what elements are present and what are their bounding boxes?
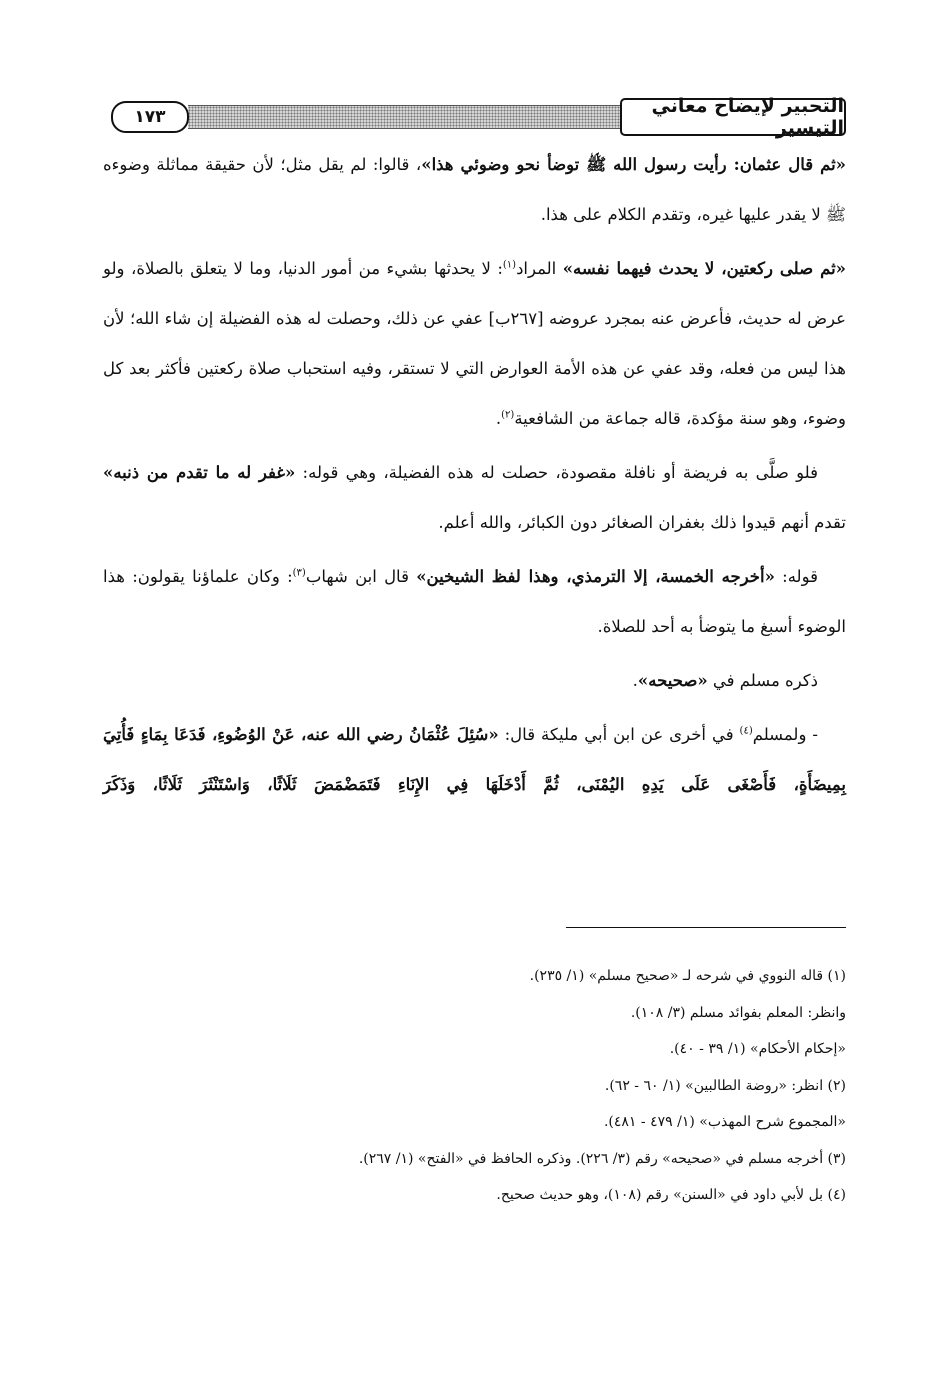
paragraph-3 xyxy=(103,448,846,548)
footnote-ref-4: (٤) xyxy=(739,725,753,737)
quote: «ثم صلى ركعتين، لا يحدث فيهما نفسه» xyxy=(562,259,846,278)
footnote-ref-2: (٢) xyxy=(501,409,515,421)
footnote: (٢) انظر: «روضة الطالبين» (١/ ٦٠ - ٦٢). xyxy=(604,1077,846,1094)
footnote: (٣) أخرجه مسلم في «صحيحه» رقم (٣/ ٢٢٦). وذكره الحافظ في «الفتح» (١/ ٢٦٧). xyxy=(358,1150,846,1167)
text: ، قالوا: لم يقل مثل؛ لأن حقيقة مماثلة وضوءه ﷺ لا يقدر عليها غيره، وتقدم الكلام على هذا. xyxy=(103,155,846,224)
book-title: التحبير لإيضاح معاني التيسير xyxy=(620,98,846,136)
paragraph-2 xyxy=(103,244,846,444)
footnote: «المجموع شرح المهذب» (١/ ٤٧٩ - ٤٨١). xyxy=(603,1114,846,1130)
quote: «أخرجه الخمسة، إلا الترمذي، وهذا لفظ الشيخين» xyxy=(416,567,775,586)
page-header xyxy=(103,95,846,139)
footnotes xyxy=(103,958,846,1214)
text: في أخرى عن ابن أبي مليكة قال: xyxy=(498,725,740,744)
header-decorative-bar xyxy=(188,105,621,129)
hadith-quote: «سُئِلَ عُثْمَانُ رضي الله عنه، عَنْ الوُضُوءِ، فَدَعَا بِمَاءٍ فَأُتِيَ بِمِيضَأَةٍ، فَأَصْغَى عَلَى يَدِهِ اليُمْنَى، ثُمَّ أَدْخَلَهَا فِي الإِنَاءِ فَتَمَضْمَضَ ثَلَاثًا، وَاسْتَنْثَرَ ثَلَاثًا، وَذَكَرَ xyxy=(103,725,846,794)
text: ذكره مسلم في xyxy=(707,671,818,690)
footnote-ref-3: (٣) xyxy=(292,567,306,579)
footnote: وانظر: المعلم بفوائد مسلم (٣/ ١٠٨). xyxy=(630,1004,846,1021)
text: : وكان علماؤنا يقولون: هذا الوضوء أسبغ ما يتوضأ به أحد للصلاة. xyxy=(103,567,846,636)
text: . xyxy=(495,409,502,428)
text: قال ابن شهاب xyxy=(305,567,417,586)
paragraph-6 xyxy=(103,710,846,810)
quote: «ثم قال عثمان: رأيت رسول الله ﷺ توضأ نحو وضوئي هذا» xyxy=(421,155,846,174)
text: فلو صلَّى به فريضة أو نافلة مقصودة، حصلت له هذه الفضيلة، وهي قوله: xyxy=(295,463,818,482)
paragraph-5 xyxy=(103,656,846,706)
text: : لا يحدثها بشيء من أمور الدنيا، وما لا يتعلق بالصلاة، ولو عرض له حديث، فأعرض عنه بمجرد عروضه [٢٦٧ب] عفي عن ذلك، وحصلت له هذه الفضيلة إن شاء الله؛ لأن هذا ليس من فعله، وقد عفي عن هذه الأمة العوارض التي لا تستقر، وفيه استحباب صلاة ركعتين فأكثر بعد كل وضوء، وهو سنة مؤكدة، قاله جماعة من الشافعية xyxy=(103,259,846,428)
quote: «صحيحه» xyxy=(637,671,708,690)
paragraph-4 xyxy=(103,552,846,652)
quote: «غفر له ما تقدم من ذنبه» xyxy=(103,463,296,482)
text: تقدم أنهم قيدوا ذلك بغفران الصغائر دون الكبائر، والله أعلم. xyxy=(438,513,846,532)
paragraph-1 xyxy=(103,140,846,240)
text: . xyxy=(632,671,638,690)
text: المراد xyxy=(516,259,563,278)
footnote: (١) قاله النووي في شرحه لـ «صحيح مسلم» (١/ ٢٣٥). xyxy=(529,968,846,984)
main-text xyxy=(103,140,846,814)
footnote: (٤) بل لأبي داود في «السنن» رقم (١٠٨)، وهو حديث صحيح. xyxy=(496,1187,846,1203)
text: قوله: xyxy=(774,567,818,586)
footnote-ref-1: (١) xyxy=(502,259,517,271)
footnote-separator xyxy=(566,927,846,928)
footnote: «إحكام الأحكام» (١/ ٣٩ - ٤٠). xyxy=(669,1041,846,1057)
page-number: ١٧٣ xyxy=(111,101,189,133)
text: - ولمسلم xyxy=(752,725,818,744)
